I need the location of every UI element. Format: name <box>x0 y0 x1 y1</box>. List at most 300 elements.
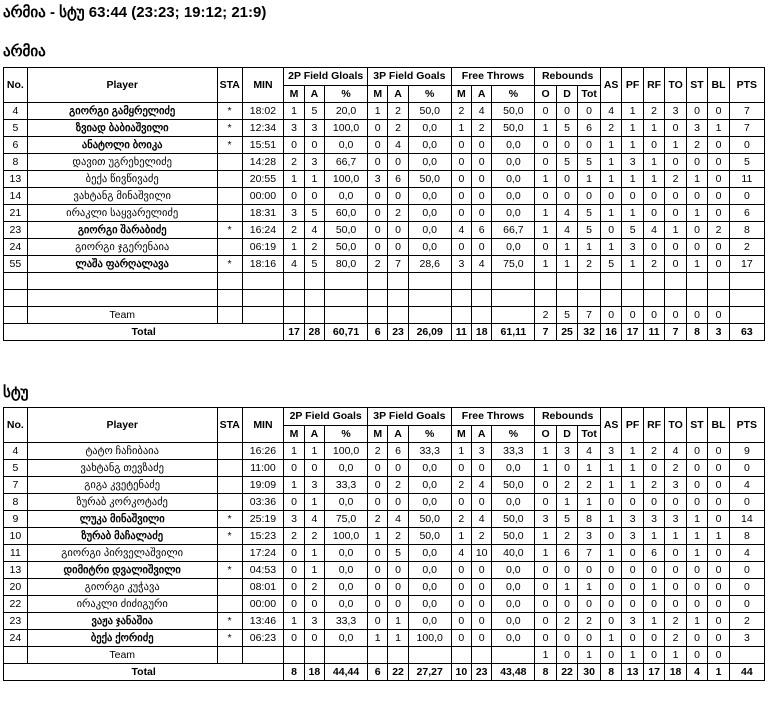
col-subheader-tot: Tot <box>578 86 601 103</box>
col-header-ft: Free Throws <box>451 408 535 426</box>
player-row <box>4 205 765 222</box>
stat-p2: 0,0 <box>325 545 368 562</box>
empty-cell <box>368 273 388 290</box>
player-row <box>4 494 765 511</box>
empty-cell <box>622 290 643 307</box>
empty-cell <box>578 290 601 307</box>
stat-m3: 0 <box>368 596 388 613</box>
player-name: გიორგი პირველაშვილი <box>27 545 217 562</box>
stat-st: 1 <box>686 171 707 188</box>
stat-mf: 2 <box>451 103 471 120</box>
minutes: 17:24 <box>242 545 284 562</box>
total-af: 23 <box>472 664 492 681</box>
empty-cell <box>388 290 408 307</box>
team-row <box>4 647 765 664</box>
empty-cell <box>643 273 664 290</box>
player-number: 11 <box>4 545 28 562</box>
stat-tot: 5 <box>578 205 601 222</box>
stat-m2: 0 <box>284 137 304 154</box>
col-header-no: No. <box>4 408 28 443</box>
team-stat-bl: 0 <box>708 647 729 664</box>
stat-pf: 50,0 <box>492 103 535 120</box>
stat-m2: 0 <box>284 562 304 579</box>
stat-af: 6 <box>472 222 492 239</box>
stat-bl: 0 <box>708 171 729 188</box>
stat-a2: 3 <box>304 613 324 630</box>
stat-pts: 3 <box>729 630 764 647</box>
stat-bl: 0 <box>708 256 729 273</box>
col-header-sta: STA <box>217 408 242 443</box>
stat-a3: 1 <box>388 630 408 647</box>
total-mf: 11 <box>451 324 471 341</box>
stat-to: 0 <box>665 188 686 205</box>
stat-mf: 0 <box>451 630 471 647</box>
stat-st: 1 <box>686 613 707 630</box>
team-stat-d: 0 <box>556 647 577 664</box>
team-stat-as: 0 <box>600 647 621 664</box>
stat-p3: 33,3 <box>408 443 451 460</box>
stat-p2: 100,0 <box>325 120 368 137</box>
stat-p3: 0,0 <box>408 188 451 205</box>
stat-mf: 0 <box>451 613 471 630</box>
stat-af: 2 <box>472 528 492 545</box>
empty-cell <box>4 307 28 324</box>
total-p2: 60,71 <box>325 324 368 341</box>
player-name: ვაჟა ჯანაშია <box>27 613 217 630</box>
empty-cell <box>325 647 368 664</box>
stat-pf: 1 <box>622 256 643 273</box>
stat-pts: 0 <box>729 596 764 613</box>
stat-a3: 2 <box>388 528 408 545</box>
empty-cell <box>408 273 451 290</box>
empty-cell <box>451 647 471 664</box>
player-row <box>4 477 765 494</box>
stat-bl: 0 <box>708 562 729 579</box>
empty-cell <box>600 290 621 307</box>
total-st: 8 <box>686 324 707 341</box>
stat-to: 1 <box>665 528 686 545</box>
stat-as: 0 <box>600 494 621 511</box>
stat-o: 0 <box>535 239 556 256</box>
stat-p2: 33,3 <box>325 613 368 630</box>
player-row <box>4 120 765 137</box>
stat-bl: 0 <box>708 239 729 256</box>
stat-a2: 1 <box>304 171 324 188</box>
empty-cell <box>472 647 492 664</box>
header-row <box>4 408 765 426</box>
col-header-ft: Free Throws <box>451 68 535 86</box>
total-as: 16 <box>600 324 621 341</box>
stat-p3: 0,0 <box>408 477 451 494</box>
empty-cell <box>284 307 304 324</box>
starter-mark <box>217 205 242 222</box>
stat-as: 1 <box>600 154 621 171</box>
stat-m2: 1 <box>284 613 304 630</box>
stat-mf: 2 <box>451 511 471 528</box>
stat-mf: 3 <box>451 256 471 273</box>
player-name: ზვიად ბაბიაშვილი <box>27 120 217 137</box>
player-number: 5 <box>4 120 28 137</box>
stat-m3: 0 <box>368 494 388 511</box>
stat-pts: 7 <box>729 103 764 120</box>
total-tot: 30 <box>578 664 601 681</box>
stat-st: 0 <box>686 188 707 205</box>
team-stat-pf: 1 <box>622 647 643 664</box>
stat-af: 0 <box>472 579 492 596</box>
stat-as: 1 <box>600 630 621 647</box>
total-row <box>4 324 765 341</box>
empty-cell <box>284 273 304 290</box>
stat-bl: 0 <box>708 613 729 630</box>
stat-m2: 0 <box>284 630 304 647</box>
stat-d: 0 <box>556 460 577 477</box>
player-number: 4 <box>4 443 28 460</box>
empty-cell <box>686 273 707 290</box>
starter-mark <box>217 494 242 511</box>
stat-a3: 1 <box>388 613 408 630</box>
stat-m2: 0 <box>284 188 304 205</box>
stat-af: 10 <box>472 545 492 562</box>
stat-st: 0 <box>686 630 707 647</box>
stat-p3: 0,0 <box>408 205 451 222</box>
total-a2: 18 <box>304 664 324 681</box>
stat-pf: 66,7 <box>492 222 535 239</box>
stat-pf: 5 <box>622 222 643 239</box>
stat-m3: 1 <box>368 528 388 545</box>
stat-pts: 14 <box>729 511 764 528</box>
stat-p3: 0,0 <box>408 154 451 171</box>
stat-af: 4 <box>472 256 492 273</box>
stat-as: 1 <box>600 511 621 528</box>
starter-mark <box>217 596 242 613</box>
stat-o: 0 <box>535 494 556 511</box>
col-header-bl: BL <box>708 68 729 103</box>
stat-af: 0 <box>472 154 492 171</box>
col-header-sta: STA <box>217 68 242 103</box>
stat-pts: 0 <box>729 188 764 205</box>
stat-mf: 0 <box>451 239 471 256</box>
stat-as: 0 <box>600 222 621 239</box>
col-subheader-m: M <box>284 86 304 103</box>
stat-p2: 60,0 <box>325 205 368 222</box>
stat-rf: 0 <box>643 205 664 222</box>
stat-o: 1 <box>535 222 556 239</box>
stat-tot: 0 <box>578 103 601 120</box>
total-m2: 8 <box>284 664 304 681</box>
player-name: დავით უგრეხელიძე <box>27 154 217 171</box>
box-score-table-away <box>3 407 765 681</box>
stat-to: 0 <box>665 562 686 579</box>
stat-as: 0 <box>600 596 621 613</box>
stat-m3: 0 <box>368 579 388 596</box>
player-name: დიმიტრი დვალიშვილი <box>27 562 217 579</box>
col-subheader-m: M <box>284 426 304 443</box>
stat-bl: 0 <box>708 596 729 613</box>
player-number: 20 <box>4 579 28 596</box>
stat-st: 1 <box>686 528 707 545</box>
stat-af: 0 <box>472 630 492 647</box>
player-name: გიორგი ჯგერენაია <box>27 239 217 256</box>
stat-a3: 2 <box>388 205 408 222</box>
stat-st: 0 <box>686 222 707 239</box>
minutes: 03:36 <box>242 494 284 511</box>
stat-tot: 7 <box>578 545 601 562</box>
stat-to: 0 <box>665 239 686 256</box>
empty-cell <box>325 307 368 324</box>
stat-pf: 0 <box>622 494 643 511</box>
stat-m3: 0 <box>368 239 388 256</box>
player-row <box>4 137 765 154</box>
empty-cell <box>729 307 764 324</box>
empty-cell <box>217 290 242 307</box>
col-header-pts: PTS <box>729 68 764 103</box>
stat-pf: 3 <box>622 613 643 630</box>
blank-row <box>4 273 765 290</box>
stat-tot: 0 <box>578 630 601 647</box>
stat-a2: 3 <box>304 154 324 171</box>
stat-m3: 1 <box>368 103 388 120</box>
stat-st: 0 <box>686 477 707 494</box>
stat-pf: 50,0 <box>492 120 535 137</box>
stat-tot: 2 <box>578 256 601 273</box>
stat-o: 1 <box>535 171 556 188</box>
stat-rf: 1 <box>643 120 664 137</box>
stat-a2: 0 <box>304 188 324 205</box>
stat-tot: 1 <box>578 494 601 511</box>
starter-mark: * <box>217 630 242 647</box>
stat-o: 0 <box>535 188 556 205</box>
stat-tot: 2 <box>578 613 601 630</box>
stat-af: 4 <box>472 477 492 494</box>
col-header-pf: PF <box>622 408 643 443</box>
total-tot: 32 <box>578 324 601 341</box>
empty-cell <box>492 273 535 290</box>
stat-st: 1 <box>686 256 707 273</box>
stat-o: 0 <box>535 596 556 613</box>
game-title: არმია - სტუ 63:44 (23:23; 19:12; 21:9) <box>3 4 267 21</box>
stat-pf: 50,0 <box>492 511 535 528</box>
stat-a2: 3 <box>304 120 324 137</box>
minutes: 15:51 <box>242 137 284 154</box>
stat-rf: 0 <box>643 596 664 613</box>
empty-cell <box>4 273 28 290</box>
empty-cell <box>622 273 643 290</box>
stat-o: 0 <box>535 154 556 171</box>
stat-tot: 5 <box>578 222 601 239</box>
stat-p3: 0,0 <box>408 613 451 630</box>
stat-d: 0 <box>556 188 577 205</box>
stat-st: 0 <box>686 154 707 171</box>
total-pf: 17 <box>622 324 643 341</box>
empty-cell <box>242 647 284 664</box>
empty-cell <box>600 273 621 290</box>
minutes: 18:02 <box>242 103 284 120</box>
total-to: 7 <box>665 324 686 341</box>
stat-a2: 1 <box>304 562 324 579</box>
stat-to: 2 <box>665 630 686 647</box>
stat-m2: 3 <box>284 205 304 222</box>
stat-o: 3 <box>535 511 556 528</box>
minutes: 12:34 <box>242 120 284 137</box>
player-row <box>4 256 765 273</box>
player-number: 10 <box>4 528 28 545</box>
stat-a3: 2 <box>388 477 408 494</box>
player-name: ვახტანგ თევზაძე <box>27 460 217 477</box>
col-header-bl: BL <box>708 408 729 443</box>
team-stat-d: 5 <box>556 307 577 324</box>
minutes: 18:31 <box>242 205 284 222</box>
stat-mf: 0 <box>451 188 471 205</box>
stat-o: 0 <box>535 477 556 494</box>
player-name: გიორგი გამყრელიძე <box>27 103 217 120</box>
col-subheader-pct: % <box>408 426 451 443</box>
team-stat-pf: 0 <box>622 307 643 324</box>
stat-rf: 1 <box>643 613 664 630</box>
stat-pf: 0,0 <box>492 494 535 511</box>
stat-m2: 1 <box>284 477 304 494</box>
stat-d: 1 <box>556 256 577 273</box>
stat-af: 0 <box>472 239 492 256</box>
player-name: ზურაბ კორკოტაძე <box>27 494 217 511</box>
empty-cell <box>368 647 388 664</box>
stat-a3: 0 <box>388 596 408 613</box>
stat-p2: 50,0 <box>325 239 368 256</box>
stat-bl: 0 <box>708 205 729 222</box>
col-header-to: TO <box>665 68 686 103</box>
empty-cell <box>325 290 368 307</box>
player-name: ლაშა ფარღალავა <box>27 256 217 273</box>
stat-m3: 0 <box>368 477 388 494</box>
stat-pf: 75,0 <box>492 256 535 273</box>
stat-st: 0 <box>686 460 707 477</box>
stat-mf: 1 <box>451 120 471 137</box>
minutes: 16:24 <box>242 222 284 239</box>
stat-pts: 0 <box>729 562 764 579</box>
stat-pf: 1 <box>622 137 643 154</box>
stat-pf: 3 <box>622 528 643 545</box>
stat-bl: 0 <box>708 103 729 120</box>
minutes: 15:23 <box>242 528 284 545</box>
total-pts: 63 <box>729 324 764 341</box>
stat-p2: 75,0 <box>325 511 368 528</box>
total-p3: 27,27 <box>408 664 451 681</box>
col-header-st: ST <box>686 68 707 103</box>
stat-p3: 100,0 <box>408 630 451 647</box>
empty-cell <box>665 290 686 307</box>
stat-a2: 1 <box>304 443 324 460</box>
stat-af: 0 <box>472 137 492 154</box>
minutes: 06:19 <box>242 239 284 256</box>
stat-tot: 0 <box>578 188 601 205</box>
stat-tot: 0 <box>578 562 601 579</box>
stat-tot: 4 <box>578 443 601 460</box>
stat-af: 4 <box>472 103 492 120</box>
col-header-3p: 3P Field Goals <box>368 68 452 86</box>
stat-as: 2 <box>600 120 621 137</box>
starter-mark <box>217 579 242 596</box>
stat-m3: 0 <box>368 613 388 630</box>
header-row <box>4 68 765 86</box>
stat-pf: 50,0 <box>492 477 535 494</box>
stat-st: 1 <box>686 511 707 528</box>
stat-m2: 4 <box>284 256 304 273</box>
stat-m3: 0 <box>368 562 388 579</box>
stat-af: 0 <box>472 460 492 477</box>
stat-bl: 1 <box>708 528 729 545</box>
col-header-as: AS <box>600 408 621 443</box>
player-row <box>4 579 765 596</box>
starter-mark: * <box>217 222 242 239</box>
player-row <box>4 154 765 171</box>
player-row <box>4 222 765 239</box>
col-subheader-m: M <box>368 86 388 103</box>
empty-cell <box>284 290 304 307</box>
starter-mark: * <box>217 613 242 630</box>
player-row <box>4 239 765 256</box>
empty-cell <box>535 290 556 307</box>
empty-cell <box>472 290 492 307</box>
stat-p2: 20,0 <box>325 103 368 120</box>
player-number: 21 <box>4 205 28 222</box>
stat-bl: 0 <box>708 511 729 528</box>
stat-pf: 0,0 <box>492 205 535 222</box>
stat-bl: 2 <box>708 222 729 239</box>
stat-as: 1 <box>600 137 621 154</box>
stat-m2: 0 <box>284 545 304 562</box>
starter-mark <box>217 460 242 477</box>
col-subheader-tot: Tot <box>578 426 601 443</box>
stat-p3: 0,0 <box>408 137 451 154</box>
stat-bl: 0 <box>708 460 729 477</box>
stat-pf: 0,0 <box>492 630 535 647</box>
team-name-away: სტუ <box>3 384 29 401</box>
stat-tot: 1 <box>578 460 601 477</box>
stat-a2: 2 <box>304 528 324 545</box>
total-a3: 22 <box>388 664 408 681</box>
total-pf: 13 <box>622 664 643 681</box>
stat-a3: 0 <box>388 579 408 596</box>
col-header-rebounds: Rebounds <box>535 408 601 426</box>
stat-m2: 2 <box>284 528 304 545</box>
stat-a2: 1 <box>304 545 324 562</box>
stat-tot: 1 <box>578 579 601 596</box>
total-row <box>4 664 765 681</box>
stat-tot: 3 <box>578 528 601 545</box>
stat-mf: 0 <box>451 562 471 579</box>
stat-st: 0 <box>686 103 707 120</box>
stat-pf: 0,0 <box>492 188 535 205</box>
stat-d: 0 <box>556 137 577 154</box>
total-as: 8 <box>600 664 621 681</box>
player-number: 24 <box>4 630 28 647</box>
stat-rf: 6 <box>643 545 664 562</box>
stat-bl: 0 <box>708 154 729 171</box>
empty-cell <box>304 307 324 324</box>
player-number: 6 <box>4 137 28 154</box>
minutes: 00:00 <box>242 596 284 613</box>
stat-o: 1 <box>535 443 556 460</box>
stat-pts: 0 <box>729 579 764 596</box>
empty-cell <box>217 273 242 290</box>
col-subheader-m: M <box>451 86 471 103</box>
team-stat-st: 0 <box>686 307 707 324</box>
empty-cell <box>556 273 577 290</box>
player-number: 7 <box>4 477 28 494</box>
col-header-2p: 2P Field Gloals <box>284 68 368 86</box>
stat-tot: 6 <box>578 120 601 137</box>
team-stat-bl: 0 <box>708 307 729 324</box>
stat-o: 0 <box>535 103 556 120</box>
